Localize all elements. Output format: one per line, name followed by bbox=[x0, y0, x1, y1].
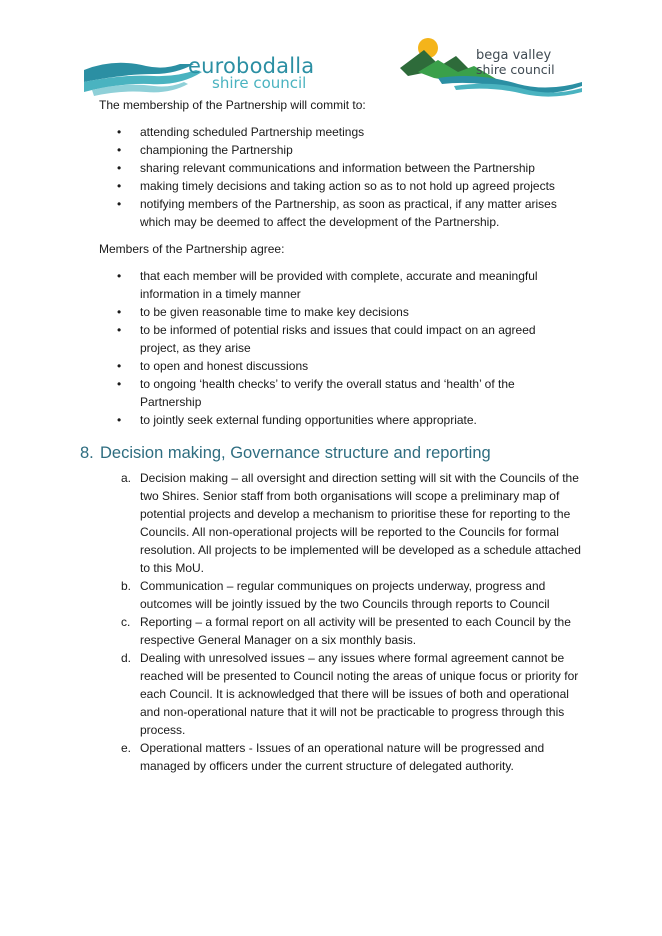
list-item bbox=[0, 469, 584, 577]
list-item-text: notifying members of the Partnership, as soon as practical, if any matter arises which may be deemed to affect the development of the Partnership. bbox=[140, 197, 557, 229]
list-item-text: attending scheduled Partnership meetings bbox=[140, 125, 365, 139]
list-marker: d. bbox=[121, 651, 132, 665]
list-item bbox=[0, 195, 570, 231]
list-item-text: to be given reasonable time to make key decisions bbox=[140, 305, 409, 319]
bullet-icon: • bbox=[117, 143, 122, 157]
list-item-text: championing the Partnership bbox=[140, 143, 293, 157]
eurobodalla-name: eurobodalla bbox=[188, 54, 315, 78]
list-item bbox=[0, 141, 570, 159]
list-item bbox=[0, 357, 570, 375]
bullet-icon: • bbox=[117, 269, 122, 283]
bullet-icon: • bbox=[117, 197, 122, 211]
list-item bbox=[0, 577, 584, 613]
bullet-icon: • bbox=[117, 305, 122, 319]
bullet-icon: • bbox=[117, 413, 122, 427]
list-item bbox=[0, 159, 570, 177]
list-item bbox=[0, 123, 570, 141]
list-marker: b. bbox=[121, 579, 132, 593]
list-item bbox=[0, 613, 584, 649]
list-marker: e. bbox=[121, 741, 132, 755]
agree-intro: Members of the Partnership agree: bbox=[99, 242, 285, 256]
bullet-icon: • bbox=[117, 125, 122, 139]
governance-list bbox=[0, 469, 662, 775]
bega-valley-name: bega valley bbox=[476, 48, 552, 63]
list-item-text: that each member will be provided with complete, accurate and meaningful information in a timely manner bbox=[140, 269, 538, 301]
list-item-text: to ongoing ‘health checks’ to verify the overall status and ‘health’ of the Partnership bbox=[140, 377, 515, 409]
list-item bbox=[0, 739, 584, 775]
agree-list bbox=[0, 267, 662, 429]
list-item-text: Reporting – a formal report on all activity will be presented to each Council by the respective General Manager on a six monthly basis. bbox=[140, 615, 571, 647]
list-item-text: Operational matters - Issues of an operational nature will be progressed and managed by officers under the current structure of delegated authority. bbox=[140, 741, 545, 773]
list-marker: a. bbox=[121, 471, 132, 485]
bullet-icon: • bbox=[117, 359, 122, 373]
list-item bbox=[0, 321, 570, 357]
section-number: 8. bbox=[80, 444, 94, 462]
list-marker: c. bbox=[121, 615, 131, 629]
eurobodalla-wave-icon bbox=[84, 56, 204, 98]
section-heading bbox=[80, 442, 491, 464]
commit-intro: The membership of the Partnership will commit to: bbox=[99, 98, 366, 112]
list-item-text: making timely decisions and taking action so as to not hold up agreed projects bbox=[140, 179, 555, 193]
list-item-text: Decision making – all oversight and direction setting will sit with the Councils of the two Shires. Senior staff from both organisations will scope a preliminary map of potential projects and develop a mechanism to prioritise these for reporting to the Councils. All non-operational projects will be reported to the Councils for formal resolution. All projects to be implemented will be developed as a schedule attached to this MoU. bbox=[140, 471, 581, 575]
bega-valley-logo bbox=[398, 36, 588, 98]
bullet-icon: • bbox=[117, 323, 122, 337]
list-item bbox=[0, 411, 570, 429]
list-item-text: sharing relevant communications and information between the Partnership bbox=[140, 161, 535, 175]
bega-valley-subtitle: shire council bbox=[476, 62, 555, 77]
list-item-text: Communication – regular communiques on projects underway, progress and outcomes will be jointly issued by the two Councils through reports to Council bbox=[140, 579, 550, 611]
list-item bbox=[0, 303, 570, 321]
list-item bbox=[0, 267, 570, 303]
list-item-text: to jointly seek external funding opportunities where appropriate. bbox=[140, 413, 477, 427]
section-title: Decision making, Governance structure and reporting bbox=[100, 444, 491, 462]
bullet-icon: • bbox=[117, 161, 122, 175]
list-item bbox=[0, 649, 584, 739]
list-item-text: to open and honest discussions bbox=[140, 359, 309, 373]
bullet-icon: • bbox=[117, 377, 122, 391]
list-item bbox=[0, 177, 570, 195]
commit-list bbox=[0, 123, 662, 231]
list-item-text: Dealing with unresolved issues – any issues where formal agreement cannot be reached will be presented to Council noting the areas of unique focus or priority for each Council. It is acknowledged that there will be issues of both and operational and non-operational nature that it will not be practicable to progress through this process. bbox=[140, 651, 579, 737]
eurobodalla-subtitle: shire council bbox=[212, 74, 307, 92]
bullet-icon: • bbox=[117, 179, 122, 193]
list-item-text: to be informed of potential risks and issues that could impact on an agreed project, as they arise bbox=[140, 323, 536, 355]
list-item bbox=[0, 375, 570, 411]
eurobodalla-logo bbox=[84, 56, 316, 98]
